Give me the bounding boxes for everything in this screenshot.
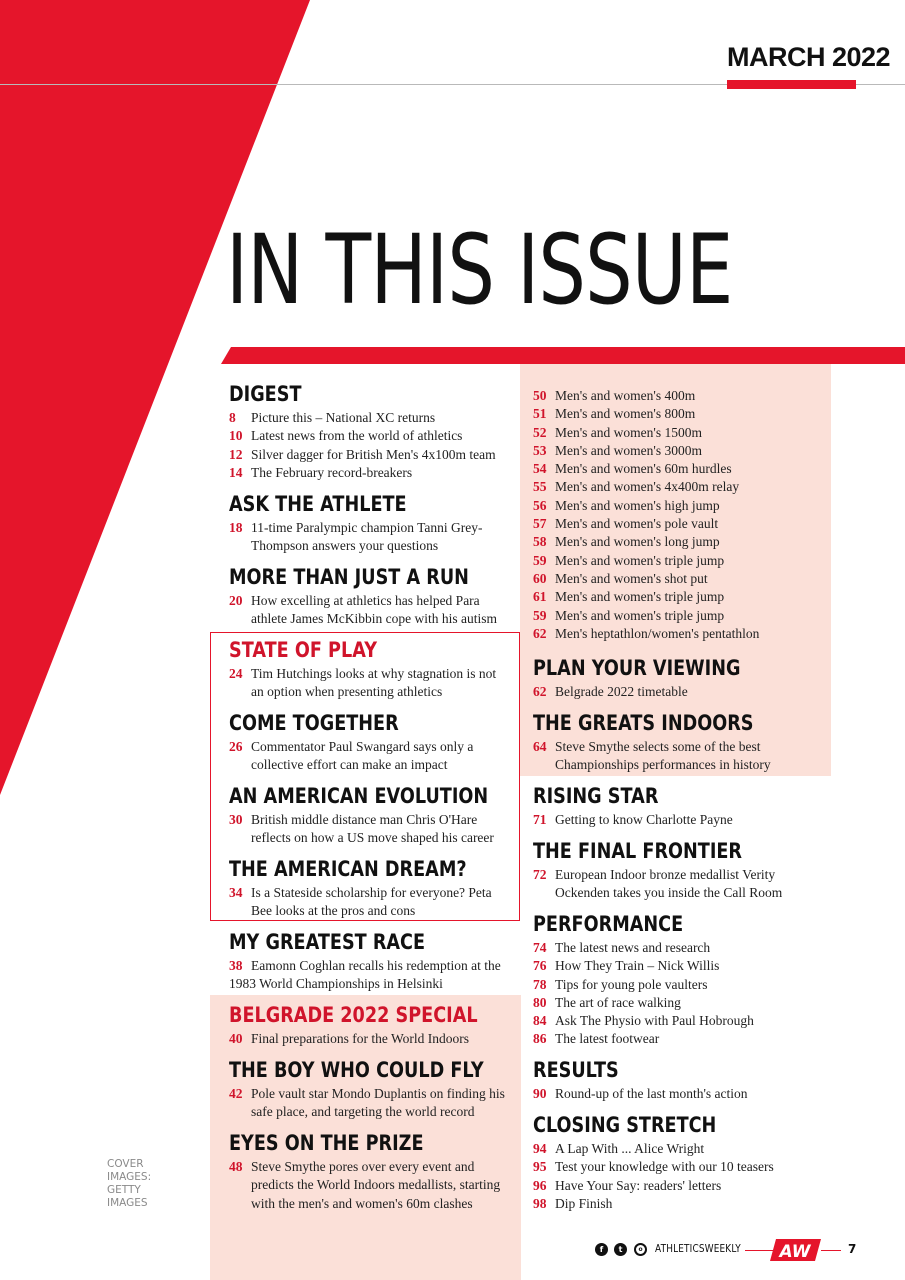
section-state-of-play bbox=[229, 638, 509, 702]
page-number: 80 bbox=[533, 994, 547, 1010]
social-handle[interactable]: ATHLETICSWEEKLY bbox=[655, 1243, 741, 1255]
page-number: 12 bbox=[229, 446, 243, 462]
logo-rule-right bbox=[821, 1250, 841, 1251]
page-number: 50 bbox=[533, 388, 547, 403]
section-final-frontier bbox=[533, 839, 823, 903]
section-heading: THE BOY WHO COULD FLY bbox=[229, 1058, 484, 1082]
section-results bbox=[533, 1058, 823, 1103]
item-text: How excelling at athletics has helped Para athlete James McKibbin cope with his autism bbox=[251, 593, 497, 627]
list-item[interactable] bbox=[229, 884, 514, 921]
list-item[interactable] bbox=[533, 460, 823, 478]
list-item[interactable] bbox=[229, 1085, 519, 1122]
page-number: 48 bbox=[229, 1159, 243, 1174]
item-text: Men's and women's 400m bbox=[555, 388, 696, 403]
page-number: 60 bbox=[533, 570, 547, 586]
list-item[interactable] bbox=[533, 1195, 823, 1213]
item-text: Silver dagger for British Men's 4x100m team bbox=[251, 446, 496, 462]
section-digest bbox=[229, 382, 519, 482]
list-item[interactable] bbox=[229, 409, 519, 427]
list-item[interactable] bbox=[533, 497, 823, 515]
list-item[interactable] bbox=[533, 1085, 823, 1103]
section-performance bbox=[533, 912, 823, 1049]
section-heading: THE AMERICAN DREAM? bbox=[229, 857, 467, 881]
section-heading: RISING STAR bbox=[533, 784, 659, 808]
item-text: Men's and women's shot put bbox=[555, 570, 708, 586]
list-item[interactable] bbox=[229, 665, 509, 702]
item-text: How They Train – Nick Willis bbox=[555, 958, 720, 974]
page-title: IN THIS ISSUE bbox=[226, 214, 733, 326]
item-text: The February record-breakers bbox=[251, 464, 413, 480]
section-rising-star bbox=[533, 784, 823, 829]
section-belgrade-events bbox=[533, 387, 823, 643]
list-item[interactable] bbox=[533, 625, 823, 643]
section-heading: DIGEST bbox=[229, 382, 302, 406]
item-text: Men's heptathlon/women's pentathlon bbox=[555, 625, 760, 641]
item-text: Men's and women's triple jump bbox=[555, 589, 725, 605]
section-plan-your-viewing bbox=[533, 656, 823, 701]
section-heading: BELGRADE 2022 SPECIAL bbox=[229, 1003, 478, 1027]
section-boy-who-could-fly bbox=[229, 1058, 519, 1122]
list-item[interactable] bbox=[533, 1012, 823, 1030]
page-number: 78 bbox=[533, 976, 547, 992]
section-heading: PLAN YOUR VIEWING bbox=[533, 656, 741, 680]
item-text: Men's and women's 800m bbox=[555, 406, 696, 422]
list-item[interactable] bbox=[229, 446, 519, 464]
list-item[interactable] bbox=[533, 478, 823, 496]
page-number: 26 bbox=[229, 739, 243, 754]
list-item[interactable] bbox=[229, 1158, 519, 1213]
page-number: 62 bbox=[533, 625, 547, 641]
page-number: 59 bbox=[533, 552, 547, 568]
item-text: Men's and women's long jump bbox=[555, 534, 720, 550]
page-number: 96 bbox=[533, 1177, 547, 1193]
list-item[interactable] bbox=[229, 738, 509, 775]
page-number: 24 bbox=[229, 666, 243, 681]
section-american-dream bbox=[229, 857, 514, 921]
section-greats-indoors bbox=[533, 711, 823, 775]
page-number-footer: 7 bbox=[848, 1242, 857, 1256]
page-number: 20 bbox=[229, 593, 243, 608]
page-number: 34 bbox=[229, 885, 243, 900]
section-ask-the-athlete bbox=[229, 492, 519, 556]
page-number: 72 bbox=[533, 867, 547, 882]
list-item[interactable] bbox=[533, 866, 823, 903]
page-number: 14 bbox=[229, 464, 243, 480]
list-item[interactable] bbox=[229, 592, 519, 629]
item-text: British middle distance man Chris O'Hare reflects on how a US move shaped his career bbox=[251, 812, 494, 846]
page-number: 52 bbox=[533, 424, 547, 440]
section-heading: THE GREATS INDOORS bbox=[533, 711, 754, 735]
list-item[interactable] bbox=[533, 387, 823, 405]
item-text: Tim Hutchings looks at why stagnation is not an option when presenting athletics bbox=[251, 666, 497, 700]
item-text: Men's and women's triple jump bbox=[555, 552, 725, 568]
item-text: Final preparations for the World Indoors bbox=[251, 1031, 469, 1046]
page-number: 56 bbox=[533, 497, 547, 513]
list-item[interactable] bbox=[533, 957, 823, 975]
list-item[interactable] bbox=[533, 1158, 823, 1176]
item-text: Have Your Say: readers' letters bbox=[555, 1177, 722, 1193]
page-number: 86 bbox=[533, 1031, 547, 1047]
page-number: 55 bbox=[533, 479, 547, 495]
section-come-together bbox=[229, 711, 509, 775]
page-number: 18 bbox=[229, 520, 243, 535]
list-item[interactable] bbox=[229, 811, 514, 848]
list-item[interactable] bbox=[533, 683, 823, 701]
section-heading: PERFORMANCE bbox=[533, 912, 684, 936]
item-text: Dip Finish bbox=[555, 1195, 613, 1211]
page-number: 61 bbox=[533, 589, 547, 605]
list-item[interactable] bbox=[229, 957, 521, 994]
section-my-greatest-race bbox=[229, 930, 521, 994]
section-heading: ASK THE ATHLETE bbox=[229, 492, 407, 516]
item-text: 11-time Paralympic champion Tanni Grey-Thompson answers your questions bbox=[251, 520, 483, 554]
page-number: 10 bbox=[229, 428, 243, 444]
cover-credit: COVER IMAGES: GETTY IMAGES bbox=[107, 1158, 152, 1209]
item-text: Tips for young pole vaulters bbox=[555, 976, 708, 992]
section-heading: CLOSING STRETCH bbox=[533, 1113, 717, 1137]
page-number: 42 bbox=[229, 1086, 243, 1101]
instagram-icon[interactable]: o bbox=[634, 1243, 647, 1256]
aw-logo-text: AW bbox=[779, 1242, 811, 1262]
section-heading: COME TOGETHER bbox=[229, 711, 399, 735]
page-number: 98 bbox=[533, 1195, 547, 1211]
item-text: European Indoor bronze medallist Verity Ockenden takes you inside the Call Room bbox=[555, 867, 783, 901]
list-item[interactable] bbox=[533, 939, 823, 957]
item-text: Men's and women's 60m hurdles bbox=[555, 461, 732, 477]
list-item[interactable] bbox=[533, 976, 823, 994]
page-number: 94 bbox=[533, 1141, 547, 1156]
page-number: 53 bbox=[533, 442, 547, 458]
item-text: Men's and women's pole vault bbox=[555, 516, 719, 532]
list-item[interactable] bbox=[533, 738, 823, 775]
list-item[interactable] bbox=[533, 1177, 823, 1195]
item-text: Ask The Physio with Paul Hobrough bbox=[555, 1013, 754, 1029]
item-text: Getting to know Charlotte Payne bbox=[555, 812, 733, 827]
list-item[interactable] bbox=[533, 570, 823, 588]
page-number: 51 bbox=[533, 406, 547, 422]
section-heading: EYES ON THE PRIZE bbox=[229, 1131, 424, 1155]
page-number: 84 bbox=[533, 1013, 547, 1029]
list-item[interactable] bbox=[533, 811, 823, 829]
item-text: Eamonn Coghlan recalls his redemption at the 1983 World Championships in Helsinki bbox=[229, 958, 501, 992]
section-eyes-on-the-prize bbox=[229, 1131, 519, 1213]
section-heading: STATE OF PLAY bbox=[229, 638, 377, 662]
facebook-icon[interactable]: f bbox=[595, 1243, 608, 1256]
item-text: Pole vault star Mondo Duplantis on finding his safe place, and targeting the world record bbox=[251, 1086, 505, 1120]
list-item[interactable] bbox=[229, 464, 519, 482]
list-item[interactable] bbox=[533, 607, 823, 625]
section-belgrade-special bbox=[229, 1003, 519, 1048]
item-text: Is a Stateside scholarship for everyone? Peta Bee looks at the pros and cons bbox=[251, 885, 492, 919]
list-item[interactable] bbox=[533, 533, 823, 551]
page-number: 76 bbox=[533, 958, 547, 974]
twitter-icon[interactable]: t bbox=[614, 1243, 627, 1256]
item-text: Steve Smythe pores over every event and predicts the World Indoors medallists, starting with the men's and women's 60m clashes bbox=[251, 1159, 501, 1211]
list-item[interactable] bbox=[533, 994, 823, 1012]
item-text: Latest news from the world of athletics bbox=[251, 428, 463, 444]
item-text: Steve Smythe selects some of the best Championships performances in history bbox=[555, 739, 771, 773]
page-number: 90 bbox=[533, 1086, 547, 1101]
item-text: The art of race walking bbox=[555, 994, 681, 1010]
page-number: 64 bbox=[533, 739, 547, 754]
page-number: 59 bbox=[533, 607, 547, 623]
list-item[interactable] bbox=[533, 1140, 823, 1158]
page-number: 38 bbox=[229, 958, 243, 973]
item-text: Men's and women's 1500m bbox=[555, 424, 702, 440]
list-item[interactable] bbox=[533, 552, 823, 570]
list-item[interactable] bbox=[229, 1030, 519, 1048]
item-text: The latest footwear bbox=[555, 1031, 660, 1047]
item-text: Men's and women's 3000m bbox=[555, 442, 702, 458]
list-item[interactable] bbox=[533, 515, 823, 533]
item-text: The latest news and research bbox=[555, 940, 711, 955]
section-heading: RESULTS bbox=[533, 1058, 619, 1082]
page-number: 30 bbox=[229, 812, 243, 827]
item-text: Men's and women's triple jump bbox=[555, 607, 725, 623]
issue-date: MARCH 2022 bbox=[727, 42, 891, 72]
page-number: 62 bbox=[533, 684, 547, 699]
section-american-evolution bbox=[229, 784, 514, 848]
item-text: Picture this – National XC returns bbox=[251, 410, 436, 425]
page-number: 57 bbox=[533, 516, 547, 532]
list-item[interactable] bbox=[229, 519, 519, 556]
page-number: 95 bbox=[533, 1159, 547, 1175]
page-number: 40 bbox=[229, 1031, 243, 1046]
list-item[interactable] bbox=[533, 442, 823, 460]
list-item[interactable] bbox=[533, 588, 823, 606]
section-heading: AN AMERICAN EVOLUTION bbox=[229, 784, 489, 808]
item-text: Round-up of the last month's action bbox=[555, 1086, 748, 1101]
page-number: 8 bbox=[229, 410, 236, 425]
page-number: 54 bbox=[533, 461, 547, 477]
section-closing-stretch bbox=[533, 1113, 823, 1213]
list-item[interactable] bbox=[229, 427, 519, 445]
page-number: 74 bbox=[533, 940, 547, 955]
item-text: Commentator Paul Swangard says only a collective effort can make an impact bbox=[251, 739, 474, 773]
issue-date-underline bbox=[727, 80, 856, 89]
item-text: Men's and women's high jump bbox=[555, 497, 720, 513]
page-number: 58 bbox=[533, 534, 547, 550]
list-item[interactable] bbox=[533, 1030, 823, 1048]
page-number: 71 bbox=[533, 812, 547, 827]
logo-rule-left bbox=[745, 1250, 773, 1251]
aw-logo bbox=[770, 1238, 822, 1262]
item-text: Belgrade 2022 timetable bbox=[555, 684, 688, 699]
item-text: A Lap With ... Alice Wright bbox=[555, 1141, 705, 1156]
item-text: Men's and women's 4x400m relay bbox=[555, 479, 740, 495]
section-heading: MY GREATEST RACE bbox=[229, 930, 426, 954]
section-heading: MORE THAN JUST A RUN bbox=[229, 565, 469, 589]
section-more-than-just-a-run bbox=[229, 565, 519, 629]
list-item[interactable] bbox=[533, 424, 823, 442]
list-item[interactable] bbox=[533, 405, 823, 423]
item-text: Test your knowledge with our 10 teasers bbox=[555, 1159, 774, 1175]
section-heading: THE FINAL FRONTIER bbox=[533, 839, 743, 863]
